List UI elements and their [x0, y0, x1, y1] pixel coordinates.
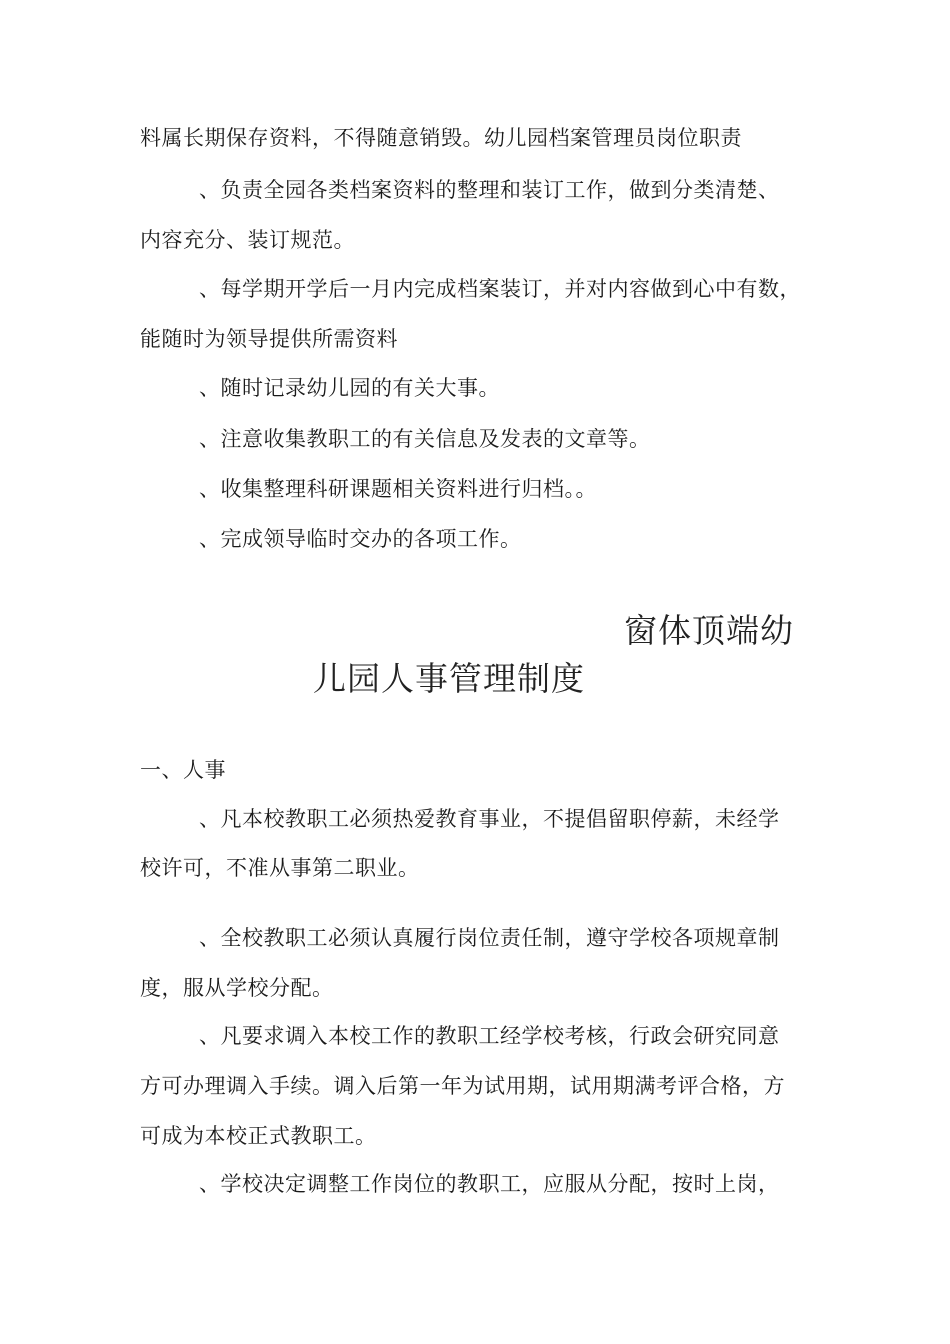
- regulation-para-2-line-1: 、全校教职工必须认真履行岗位责任制，遵守学校各项规章制: [199, 926, 780, 950]
- regulation-para-1-line-1: 、凡本校教职工必须热爱教育事业，不提倡留职停薪，未经学: [199, 807, 780, 831]
- regulation-title-line-1: 窗体顶端幼: [624, 611, 794, 650]
- duty-item-4: 、注意收集教职工的有关信息及发表的文章等。: [199, 427, 651, 451]
- regulation-para-3-line-1: 、凡要求调入本校工作的教职工经学校考核，行政会研究同意: [199, 1024, 780, 1048]
- regulation-para-1-line-2: 校许可，不准从事第二职业。: [140, 856, 420, 880]
- duty-item-5: 、收集整理科研课题相关资料进行归档。。: [199, 477, 597, 501]
- regulation-para-4-line-1: 、学校决定调整工作岗位的教职工，应服从分配，按时上岗，: [199, 1172, 780, 1196]
- regulation-para-2-line-2: 度，服从学校分配。: [140, 976, 334, 1000]
- duty-item-2-line-2: 能随时为领导提供所需资料: [140, 327, 398, 351]
- regulation-title-line-2: 儿园人事管理制度: [313, 659, 585, 698]
- duty-item-6: 、完成领导临时交办的各项工作。: [199, 527, 522, 551]
- regulation-para-3-line-3: 可成为本校正式教职工。: [140, 1124, 377, 1148]
- duties-intro: 料属长期保存资料，不得随意销毁。幼儿园档案管理员岗位职责: [140, 126, 742, 150]
- duty-item-1-line-1: 、负责全园各类档案资料的整理和装订工作，做到分类清楚、: [199, 178, 780, 202]
- duty-item-2-line-1: 、每学期开学后一月内完成档案装订，并对内容做到心中有数，: [199, 277, 801, 301]
- regulation-para-3-line-2: 方可办理调入手续。调入后第一年为试用期，试用期满考评合格，方: [140, 1074, 785, 1098]
- duty-item-1-line-2: 内容充分、装订规范。: [140, 228, 355, 252]
- section-heading-personnel: 一、人事: [140, 758, 226, 782]
- duty-item-3: 、随时记录幼儿园的有关大事。: [199, 376, 500, 400]
